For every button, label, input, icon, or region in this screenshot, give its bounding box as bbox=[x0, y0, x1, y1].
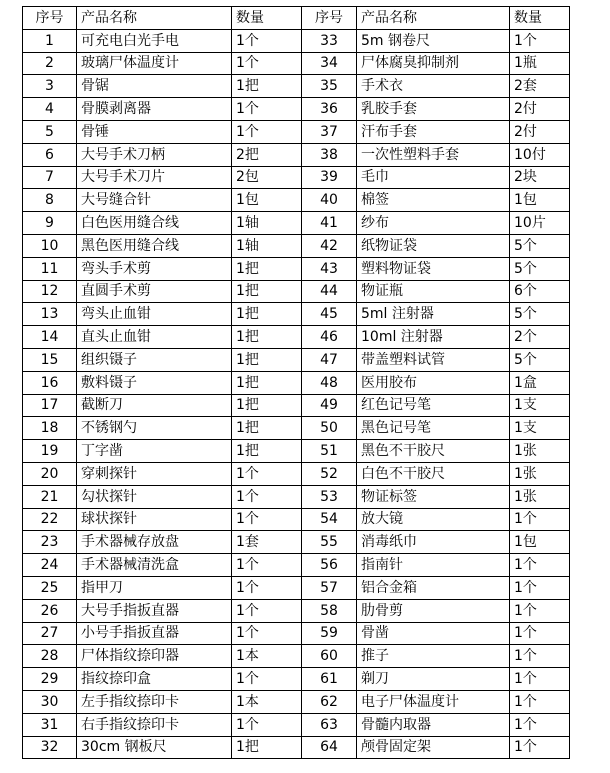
product-name-cell: 白色不干胶尺 bbox=[357, 462, 510, 485]
quantity-cell: 1瓶 bbox=[510, 52, 570, 75]
product-name-cell: 丁字凿 bbox=[77, 440, 232, 463]
serial-number-cell: 2 bbox=[23, 52, 77, 75]
serial-number-cell: 19 bbox=[23, 440, 77, 463]
serial-number-cell: 54 bbox=[302, 508, 357, 531]
product-name-cell: 尸体指纹捺印器 bbox=[77, 645, 232, 668]
product-name-cell: 骨凿 bbox=[357, 622, 510, 645]
header-serial-number: 序号 bbox=[23, 7, 77, 30]
product-name-cell: 纸物证袋 bbox=[357, 234, 510, 257]
table-row bbox=[23, 326, 570, 349]
product-name-cell: 骨锤 bbox=[77, 120, 232, 143]
product-name-cell: 弯头手术剪 bbox=[77, 257, 232, 280]
header-product-name: 产品名称 bbox=[77, 7, 232, 30]
equipment-list-table bbox=[22, 6, 570, 759]
quantity-cell: 1个 bbox=[232, 576, 302, 599]
table-body bbox=[23, 29, 570, 759]
serial-number-cell: 46 bbox=[302, 326, 357, 349]
quantity-cell: 2付 bbox=[510, 120, 570, 143]
serial-number-cell: 30 bbox=[23, 690, 77, 713]
quantity-cell: 1个 bbox=[510, 599, 570, 622]
quantity-cell: 1支 bbox=[510, 394, 570, 417]
serial-number-cell: 37 bbox=[302, 120, 357, 143]
serial-number-cell: 32 bbox=[23, 736, 77, 759]
product-name-cell: 不锈钢勺 bbox=[77, 417, 232, 440]
quantity-cell: 1个 bbox=[510, 690, 570, 713]
quantity-cell: 1包 bbox=[510, 531, 570, 554]
serial-number-cell: 15 bbox=[23, 348, 77, 371]
product-name-cell: 放大镜 bbox=[357, 508, 510, 531]
product-name-cell: 大号缝合针 bbox=[77, 189, 232, 212]
quantity-cell: 1个 bbox=[510, 645, 570, 668]
quantity-cell: 1个 bbox=[232, 52, 302, 75]
quantity-cell: 1把 bbox=[232, 303, 302, 326]
product-name-cell: 右手指纹捺印卡 bbox=[77, 713, 232, 736]
serial-number-cell: 60 bbox=[302, 645, 357, 668]
table-row bbox=[23, 736, 570, 759]
product-name-cell: 一次性塑料手套 bbox=[357, 143, 510, 166]
quantity-cell: 1把 bbox=[232, 257, 302, 280]
quantity-cell: 1个 bbox=[510, 576, 570, 599]
serial-number-cell: 6 bbox=[23, 143, 77, 166]
serial-number-cell: 59 bbox=[302, 622, 357, 645]
serial-number-cell: 58 bbox=[302, 599, 357, 622]
product-name-cell: 肋骨剪 bbox=[357, 599, 510, 622]
product-name-cell: 骨髓内取器 bbox=[357, 713, 510, 736]
quantity-cell: 1把 bbox=[232, 348, 302, 371]
product-name-cell: 塑料物证袋 bbox=[357, 257, 510, 280]
table-row bbox=[23, 98, 570, 121]
table-row bbox=[23, 371, 570, 394]
serial-number-cell: 56 bbox=[302, 554, 357, 577]
table-row bbox=[23, 508, 570, 531]
table-row bbox=[23, 485, 570, 508]
serial-number-cell: 1 bbox=[23, 29, 77, 52]
serial-number-cell: 41 bbox=[302, 212, 357, 235]
table-row bbox=[23, 713, 570, 736]
table-row bbox=[23, 52, 570, 75]
quantity-cell: 1轴 bbox=[232, 234, 302, 257]
product-name-cell: 左手指纹捺印卡 bbox=[77, 690, 232, 713]
serial-number-cell: 62 bbox=[302, 690, 357, 713]
quantity-cell: 1个 bbox=[510, 508, 570, 531]
quantity-cell: 1个 bbox=[232, 98, 302, 121]
quantity-cell: 6个 bbox=[510, 280, 570, 303]
product-name-cell: 纱布 bbox=[357, 212, 510, 235]
product-name-cell: 乳胶手套 bbox=[357, 98, 510, 121]
product-name-cell: 铝合金箱 bbox=[357, 576, 510, 599]
product-name-cell: 指纹捺印盒 bbox=[77, 668, 232, 691]
header-product-name-2: 产品名称 bbox=[357, 7, 510, 30]
quantity-cell: 1个 bbox=[232, 713, 302, 736]
table-row bbox=[23, 234, 570, 257]
product-name-cell: 10ml 注射器 bbox=[357, 326, 510, 349]
serial-number-cell: 42 bbox=[302, 234, 357, 257]
serial-number-cell: 18 bbox=[23, 417, 77, 440]
serial-number-cell: 12 bbox=[23, 280, 77, 303]
quantity-cell: 1把 bbox=[232, 440, 302, 463]
quantity-cell: 1个 bbox=[232, 622, 302, 645]
quantity-cell: 5个 bbox=[510, 348, 570, 371]
serial-number-cell: 10 bbox=[23, 234, 77, 257]
quantity-cell: 2把 bbox=[232, 143, 302, 166]
product-name-cell: 30cm 钢板尺 bbox=[77, 736, 232, 759]
table-row bbox=[23, 280, 570, 303]
serial-number-cell: 48 bbox=[302, 371, 357, 394]
quantity-cell: 1张 bbox=[510, 462, 570, 485]
serial-number-cell: 27 bbox=[23, 622, 77, 645]
product-name-cell: 颅骨固定架 bbox=[357, 736, 510, 759]
serial-number-cell: 17 bbox=[23, 394, 77, 417]
quantity-cell: 1把 bbox=[232, 394, 302, 417]
serial-number-cell: 45 bbox=[302, 303, 357, 326]
serial-number-cell: 14 bbox=[23, 326, 77, 349]
serial-number-cell: 25 bbox=[23, 576, 77, 599]
quantity-cell: 1把 bbox=[232, 75, 302, 98]
product-name-cell: 玻璃尸体温度计 bbox=[77, 52, 232, 75]
quantity-cell: 1支 bbox=[510, 417, 570, 440]
quantity-cell: 1个 bbox=[510, 668, 570, 691]
inventory-table-wrapper bbox=[22, 6, 570, 759]
serial-number-cell: 35 bbox=[302, 75, 357, 98]
header-serial-number-2: 序号 bbox=[302, 7, 357, 30]
table-row bbox=[23, 166, 570, 189]
product-name-cell: 大号手指扳直器 bbox=[77, 599, 232, 622]
table-row bbox=[23, 143, 570, 166]
product-name-cell: 尸体腐臭抑制剂 bbox=[357, 52, 510, 75]
quantity-cell: 1个 bbox=[232, 29, 302, 52]
quantity-cell: 1个 bbox=[510, 736, 570, 759]
quantity-cell: 1个 bbox=[232, 120, 302, 143]
product-name-cell: 黑色记号笔 bbox=[357, 417, 510, 440]
table-row bbox=[23, 576, 570, 599]
quantity-cell: 2套 bbox=[510, 75, 570, 98]
quantity-cell: 1包 bbox=[232, 189, 302, 212]
serial-number-cell: 61 bbox=[302, 668, 357, 691]
product-name-cell: 剃刀 bbox=[357, 668, 510, 691]
product-name-cell: 物证标签 bbox=[357, 485, 510, 508]
product-name-cell: 球状探针 bbox=[77, 508, 232, 531]
quantity-cell: 5个 bbox=[510, 303, 570, 326]
serial-number-cell: 63 bbox=[302, 713, 357, 736]
table-row bbox=[23, 189, 570, 212]
product-name-cell: 消毒纸巾 bbox=[357, 531, 510, 554]
serial-number-cell: 57 bbox=[302, 576, 357, 599]
serial-number-cell: 38 bbox=[302, 143, 357, 166]
serial-number-cell: 4 bbox=[23, 98, 77, 121]
serial-number-cell: 24 bbox=[23, 554, 77, 577]
product-name-cell: 棉签 bbox=[357, 189, 510, 212]
serial-number-cell: 53 bbox=[302, 485, 357, 508]
product-name-cell: 推子 bbox=[357, 645, 510, 668]
serial-number-cell: 29 bbox=[23, 668, 77, 691]
quantity-cell: 1张 bbox=[510, 485, 570, 508]
quantity-cell: 1个 bbox=[232, 508, 302, 531]
quantity-cell: 1个 bbox=[232, 485, 302, 508]
quantity-cell: 1个 bbox=[232, 554, 302, 577]
product-name-cell: 黑色医用缝合线 bbox=[77, 234, 232, 257]
serial-number-cell: 28 bbox=[23, 645, 77, 668]
table-row bbox=[23, 303, 570, 326]
quantity-cell: 1本 bbox=[232, 690, 302, 713]
quantity-cell: 2包 bbox=[232, 166, 302, 189]
serial-number-cell: 52 bbox=[302, 462, 357, 485]
product-name-cell: 5m 钢卷尺 bbox=[357, 29, 510, 52]
product-name-cell: 黑色不干胶尺 bbox=[357, 440, 510, 463]
quantity-cell: 1个 bbox=[232, 599, 302, 622]
table-row bbox=[23, 29, 570, 52]
product-name-cell: 弯头止血钳 bbox=[77, 303, 232, 326]
product-name-cell: 红色记号笔 bbox=[357, 394, 510, 417]
quantity-cell: 1套 bbox=[232, 531, 302, 554]
product-name-cell: 指甲刀 bbox=[77, 576, 232, 599]
table-row bbox=[23, 212, 570, 235]
quantity-cell: 2个 bbox=[510, 326, 570, 349]
serial-number-cell: 51 bbox=[302, 440, 357, 463]
serial-number-cell: 40 bbox=[302, 189, 357, 212]
table-row bbox=[23, 440, 570, 463]
product-name-cell: 毛巾 bbox=[357, 166, 510, 189]
serial-number-cell: 47 bbox=[302, 348, 357, 371]
quantity-cell: 1个 bbox=[510, 622, 570, 645]
product-name-cell: 直圆手术剪 bbox=[77, 280, 232, 303]
product-name-cell: 手术器械存放盘 bbox=[77, 531, 232, 554]
table-row bbox=[23, 645, 570, 668]
serial-number-cell: 8 bbox=[23, 189, 77, 212]
product-name-cell: 小号手指扳直器 bbox=[77, 622, 232, 645]
product-name-cell: 电子尸体温度计 bbox=[357, 690, 510, 713]
quantity-cell: 2块 bbox=[510, 166, 570, 189]
serial-number-cell: 36 bbox=[302, 98, 357, 121]
product-name-cell: 医用胶布 bbox=[357, 371, 510, 394]
serial-number-cell: 16 bbox=[23, 371, 77, 394]
quantity-cell: 1把 bbox=[232, 371, 302, 394]
serial-number-cell: 64 bbox=[302, 736, 357, 759]
table-row bbox=[23, 120, 570, 143]
table-row bbox=[23, 417, 570, 440]
table-row bbox=[23, 554, 570, 577]
quantity-cell: 1张 bbox=[510, 440, 570, 463]
product-name-cell: 骨锯 bbox=[77, 75, 232, 98]
product-name-cell: 敷料镊子 bbox=[77, 371, 232, 394]
serial-number-cell: 5 bbox=[23, 120, 77, 143]
serial-number-cell: 21 bbox=[23, 485, 77, 508]
serial-number-cell: 23 bbox=[23, 531, 77, 554]
serial-number-cell: 13 bbox=[23, 303, 77, 326]
product-name-cell: 5ml 注射器 bbox=[357, 303, 510, 326]
quantity-cell: 2付 bbox=[510, 98, 570, 121]
product-name-cell: 物证瓶 bbox=[357, 280, 510, 303]
product-name-cell: 手术器械清洗盒 bbox=[77, 554, 232, 577]
table-row bbox=[23, 668, 570, 691]
quantity-cell: 1个 bbox=[232, 668, 302, 691]
quantity-cell: 1个 bbox=[232, 462, 302, 485]
serial-number-cell: 55 bbox=[302, 531, 357, 554]
table-row bbox=[23, 462, 570, 485]
serial-number-cell: 26 bbox=[23, 599, 77, 622]
serial-number-cell: 33 bbox=[302, 29, 357, 52]
quantity-cell: 5个 bbox=[510, 234, 570, 257]
serial-number-cell: 43 bbox=[302, 257, 357, 280]
quantity-cell: 1把 bbox=[232, 736, 302, 759]
quantity-cell: 1个 bbox=[510, 29, 570, 52]
table-row bbox=[23, 257, 570, 280]
quantity-cell: 1把 bbox=[232, 417, 302, 440]
quantity-cell: 1个 bbox=[510, 554, 570, 577]
serial-number-cell: 49 bbox=[302, 394, 357, 417]
quantity-cell: 5个 bbox=[510, 257, 570, 280]
product-name-cell: 穿刺探针 bbox=[77, 462, 232, 485]
product-name-cell: 组织镊子 bbox=[77, 348, 232, 371]
header-quantity-2: 数量 bbox=[510, 7, 570, 30]
serial-number-cell: 11 bbox=[23, 257, 77, 280]
table-header bbox=[23, 7, 570, 30]
header-row bbox=[23, 7, 570, 30]
serial-number-cell: 34 bbox=[302, 52, 357, 75]
quantity-cell: 1把 bbox=[232, 326, 302, 349]
table-row bbox=[23, 622, 570, 645]
quantity-cell: 1包 bbox=[510, 189, 570, 212]
table-row bbox=[23, 348, 570, 371]
serial-number-cell: 50 bbox=[302, 417, 357, 440]
product-name-cell: 大号手术刀柄 bbox=[77, 143, 232, 166]
quantity-cell: 1把 bbox=[232, 280, 302, 303]
table-row bbox=[23, 690, 570, 713]
quantity-cell: 1轴 bbox=[232, 212, 302, 235]
product-name-cell: 带盖塑料试管 bbox=[357, 348, 510, 371]
product-name-cell: 勾状探针 bbox=[77, 485, 232, 508]
product-name-cell: 汗布手套 bbox=[357, 120, 510, 143]
serial-number-cell: 22 bbox=[23, 508, 77, 531]
product-name-cell: 可充电白光手电 bbox=[77, 29, 232, 52]
serial-number-cell: 39 bbox=[302, 166, 357, 189]
quantity-cell: 10片 bbox=[510, 212, 570, 235]
quantity-cell: 1个 bbox=[510, 713, 570, 736]
table-row bbox=[23, 599, 570, 622]
table-row bbox=[23, 531, 570, 554]
header-quantity: 数量 bbox=[232, 7, 302, 30]
serial-number-cell: 9 bbox=[23, 212, 77, 235]
serial-number-cell: 31 bbox=[23, 713, 77, 736]
product-name-cell: 截断刀 bbox=[77, 394, 232, 417]
quantity-cell: 1盒 bbox=[510, 371, 570, 394]
product-name-cell: 手术衣 bbox=[357, 75, 510, 98]
serial-number-cell: 7 bbox=[23, 166, 77, 189]
serial-number-cell: 44 bbox=[302, 280, 357, 303]
table-row bbox=[23, 75, 570, 98]
product-name-cell: 直头止血钳 bbox=[77, 326, 232, 349]
serial-number-cell: 3 bbox=[23, 75, 77, 98]
serial-number-cell: 20 bbox=[23, 462, 77, 485]
product-name-cell: 大号手术刀片 bbox=[77, 166, 232, 189]
product-name-cell: 指南针 bbox=[357, 554, 510, 577]
product-name-cell: 白色医用缝合线 bbox=[77, 212, 232, 235]
quantity-cell: 1本 bbox=[232, 645, 302, 668]
table-row bbox=[23, 394, 570, 417]
quantity-cell: 10付 bbox=[510, 143, 570, 166]
product-name-cell: 骨膜剥离器 bbox=[77, 98, 232, 121]
